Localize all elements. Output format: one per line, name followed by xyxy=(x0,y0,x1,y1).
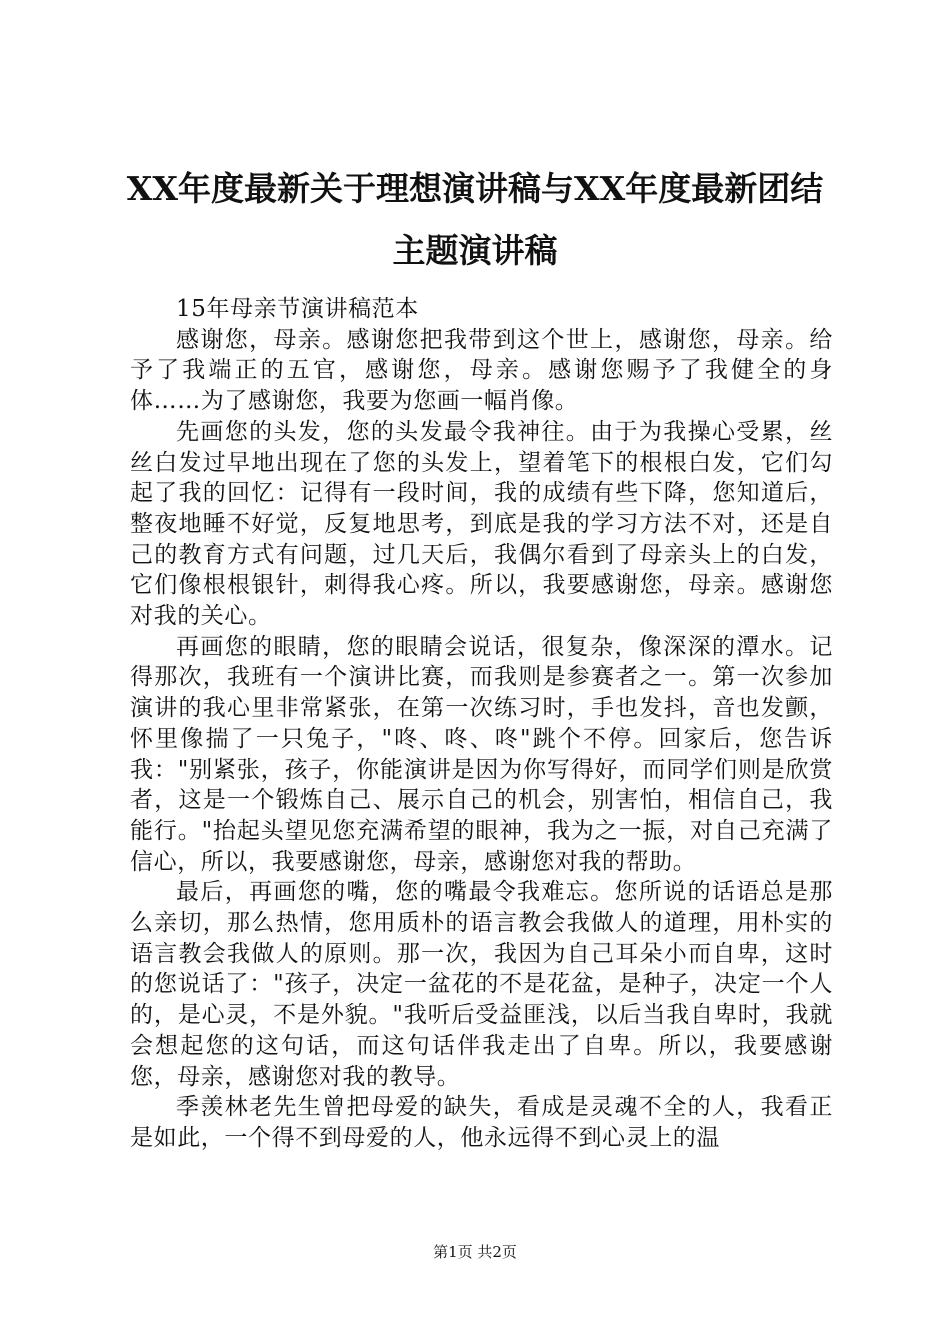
paragraph-subtitle: 15年母亲节演讲稿范本 xyxy=(176,296,419,322)
document-title: XX年度最新关于理想演讲稿与XX年度最新团结主题演讲稿 xyxy=(126,169,824,270)
document-body xyxy=(130,294,833,1154)
paragraph: 先画您的头发，您的头发最令我神往。由于为我操心受累，丝丝白发过早地出现在了您的头发上，望着笔下的根根白发，它们勾起了我的回忆：记得有一段时间，我的成绩有些下降，您知道后，整夜地睡不好觉，反复地思考，到底是我的学习方法不对，还是自己的教育方式有问题，过几天后，我偶尔看到了母亲头上的白发，它们像根根银针，刺得我心疼。所以，我要感谢您，母亲。感谢您对我的关心。 xyxy=(130,418,833,630)
paragraph: 季羡林老先生曾把母爱的缺失，看成是灵魂不全的人，我看正是如此，一个得不到母爱的人，他永远得不到心灵上的温 xyxy=(130,1094,833,1151)
paragraph: 最后，再画您的嘴，您的嘴最令我难忘。您所说的话语总是那么亲切，那么热情，您用质朴的语言教会我做人的道理，用朴实的语言教会我做人的原则。那一次，我因为自己耳朵小而自卑，这时的您说话了："孩子，决定一盆花的不是花盆，是种子，决定一个人的，是心灵，不是外貌。"我听后受益匪浅，以后当我自卑时，我就会想起您的这句话，而这句话伴我走出了自卑。所以，我要感谢您，母亲，感谢您对我的教导。 xyxy=(130,879,833,1090)
paragraph: 感谢您，母亲。感谢您把我带到这个世上，感谢您，母亲。给予了我端正的五官，感谢您，母亲。感谢您赐予了我健全的身体……为了感谢您，我要为您画一幅肖像。 xyxy=(130,326,833,415)
page-number-footer: 第1页 共2页 xyxy=(433,1243,517,1261)
paragraph: 再画您的眼睛，您的眼睛会说话，很复杂，像深深的潭水。记得那次，我班有一个演讲比赛，而我则是参赛者之一。第一次参加演讲的我心里非常紧张，在第一次练习时，手也发抖，音也发颤，怀里像揣了一只兔子，"咚、咚、咚"跳个不停。回家后，您告诉我："别紧张，孩子，你能演讲是因为你写得好，而同学们则是欣赏者，这是一个锻炼自己、展示自己的机会，别害怕，相信自己，我能行。"抬起头望见您充满希望的眼神，我为之一振，对自己充满了信心，所以，我要感谢您，母亲，感谢您对我的帮助。 xyxy=(130,633,833,875)
